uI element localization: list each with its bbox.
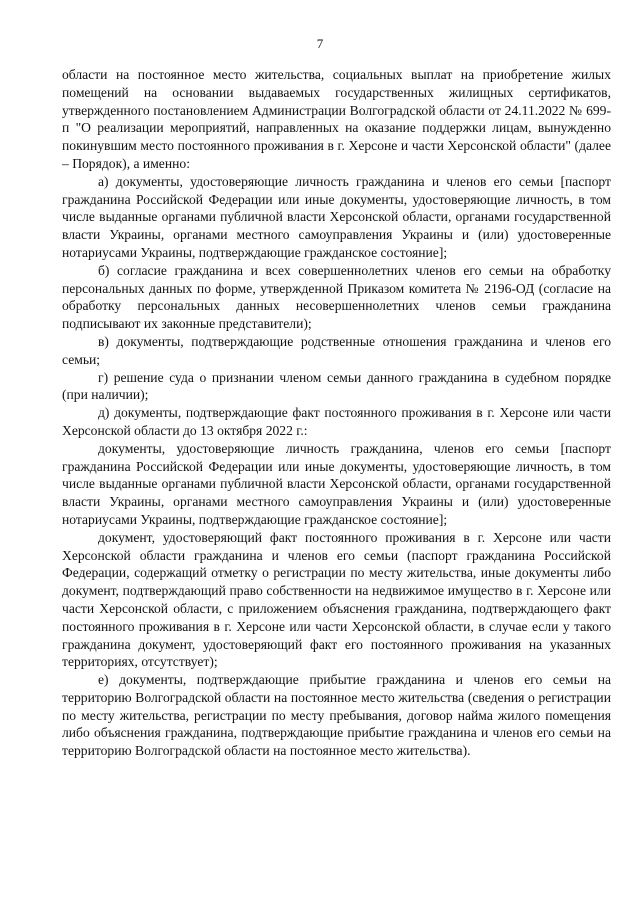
paragraph-item-v: в) документы, подтверждающие родственные отношения гражданина и членов его семьи; xyxy=(62,333,611,367)
paragraph-item-d-identity-docs: документы, удостоверяющие личность гражданина, членов его семьи [паспорт гражданина Российской Федерации или иные документы, удостоверяющие личность, в том числе выданные органами публичной власти Херсонской области, органами государственной власти Украины, органами местного самоуправления Украины и (или) удостоверенные нотариусами Украины, подтверждающие гражданское состояние]; xyxy=(62,440,611,527)
paragraph-item-e: е) документы, подтверждающие прибытие гражданина и членов его семьи на территорию Волгоградской области на постоянное место жительства (сведения о регистрации по месту жительства, регистрации по месту пребывания, договор найма жилого помещения либо объяснения гражданина, подтверждающие прибытие гражданина и членов его семьи на территорию Волгоградской области на постоянное место жительства). xyxy=(62,672,611,759)
paragraph-item-d-residence-doc: документ, удостоверяющий факт постоянного проживания в г. Херсоне или части Херсонской области гражданина и членов его семьи (паспорт гражданина Российской Федерации, содержащий отметку о регистрации по месту жительства, иные документы либо документ, подтверждающий право собственности на недвижимое имущество в г. Херсоне или части Херсонской области, с приложением объяснения гражданина, подтверждающего факт постоянного проживания в г. Херсоне или части Херсонской области, в случае если у такого гражданина документ, удостоверяющий факт его постоянного проживания на указанных территориях, отсутствует); xyxy=(62,529,611,670)
document-body xyxy=(62,66,611,760)
paragraph-item-g: г) решение суда о признании членом семьи данного гражданина в судебном порядке (при наличии); xyxy=(62,369,611,403)
paragraph-item-b: б) согласие гражданина и всех совершеннолетних членов его семьи на обработку персональных данных по форме, утвержденной Приказом комитета № 2196-ОД (согласие на обработку персональных данных несовершеннолетних членов семьи гражданина подписывают их законные представители); xyxy=(62,262,611,332)
paragraph-item-d: д) документы, подтверждающие факт постоянного проживания в г. Херсоне или части Херсонской области до 13 октября 2022 г.: xyxy=(62,405,611,438)
paragraph-item-a: а) документы, удостоверяющие личность гражданина и членов его семьи [паспорт гражданина Российской Федерации или иные документы, удостоверяющие личность, в том числе выданные органами публичной власти Херсонской области, органами государственной власти Украины, органами местного самоуправления Украины и (или) удостоверенные нотариусами Украины, подтверждающие гражданское состояние]; xyxy=(62,173,611,260)
paragraph-continuation: области на постоянное место жительства, социальных выплат на приобретение жилых помещений на основании выдаваемых государственных жилищных сертификатов, утвержденного постановлением Администрации Волгоградской области от 24.11.2022 № 699-п "О реализации мероприятий, направленных на оказание поддержки лицам, вынужденно покинувшим место постоянного проживания в г. Херсоне и части Херсонской области" (далее – Порядок), а именно: xyxy=(62,67,611,171)
page-number: 7 xyxy=(316,36,324,51)
